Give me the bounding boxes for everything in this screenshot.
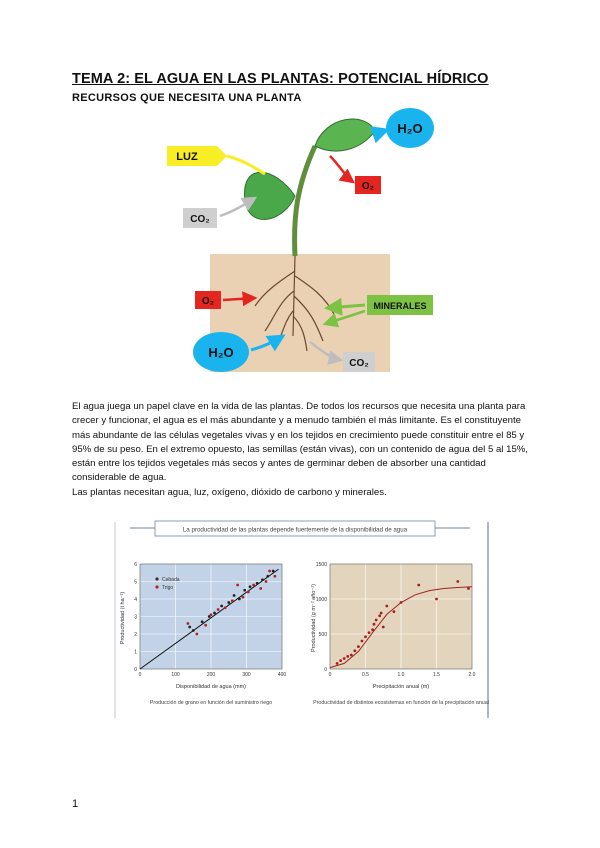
y-tick-label: 3 [134, 614, 137, 621]
data-point [224, 606, 227, 609]
o2-top-arrow [330, 156, 353, 182]
y-tick-label: 1500 [315, 561, 327, 568]
minerales-label: MINERALES [373, 301, 427, 311]
data-point [361, 640, 364, 643]
left-ylabel: Productividad (t ha⁻¹) [120, 591, 126, 645]
x-tick-label: 1.0 [397, 672, 405, 678]
data-point [350, 654, 353, 657]
data-point [247, 591, 250, 594]
paragraph-plant-needs: Las plantas necesitan agua, luz, oxígeno, dióxido de carbono y minerales. [72, 486, 387, 498]
data-point [375, 619, 378, 622]
data-point [220, 605, 223, 608]
data-point [393, 610, 396, 613]
data-point [378, 614, 381, 617]
data-point [382, 626, 385, 629]
data-point [265, 580, 268, 583]
h2o-bottom-label: H₂O [208, 345, 234, 360]
right-caption: Productividad de distintos ecosistemas en función de la precipitación anual [313, 700, 489, 706]
x-tick-label: 2.0 [468, 672, 476, 678]
data-point [357, 645, 360, 648]
y-tick-label: 1000 [315, 596, 327, 603]
x-tick-label: 200 [206, 672, 216, 678]
body-text [72, 400, 534, 500]
data-point [259, 587, 262, 590]
data-point [353, 649, 356, 652]
data-point [456, 580, 459, 583]
data-point [233, 594, 236, 597]
plant-resources-diagram [165, 106, 435, 376]
y-tick-label: 0 [134, 666, 137, 673]
data-point [252, 584, 255, 587]
y-tick-label: 5 [134, 579, 137, 586]
x-tick-label: 0 [328, 672, 332, 678]
data-point [266, 575, 269, 578]
data-point [195, 633, 198, 636]
h2o-top-label: H₂O [397, 121, 423, 136]
data-point [371, 628, 374, 631]
right-xlabel: Precipitación anual (m) [372, 684, 430, 690]
data-point [435, 598, 438, 601]
co2-left-label: CO₂ [190, 214, 210, 225]
data-point [204, 624, 207, 627]
x-tick-label: 400 [277, 672, 287, 678]
document-title: TEMA 2: EL AGUA EN LAS PLANTAS: POTENCIAL HÍDRICO [72, 71, 489, 87]
data-point [373, 623, 376, 626]
data-point [346, 655, 349, 658]
data-point [343, 657, 346, 660]
y-tick-label: 1 [134, 649, 137, 656]
data-point [201, 620, 204, 623]
section-subtitle: RECURSOS QUE NECESITA UNA PLANTA [72, 92, 302, 104]
y-tick-label: 2 [134, 631, 137, 638]
data-point [261, 578, 264, 581]
data-point [217, 608, 220, 611]
data-point [187, 622, 190, 625]
h2o-top-arrow [375, 130, 387, 134]
data-point [242, 596, 245, 599]
figure-header: La productividad de las plantas depende fuertemente de la disponibilidad de agua [182, 526, 408, 534]
y-tick-label: 500 [318, 631, 327, 638]
data-point [236, 584, 239, 587]
right-ylabel: Productividad (g m⁻² año⁻¹) [311, 584, 317, 652]
data-point [227, 601, 230, 604]
left-xlabel: Disponibilidad de agua (mm) [175, 684, 247, 690]
data-point [272, 570, 275, 573]
data-point [417, 584, 420, 587]
y-tick-label: 0 [324, 666, 327, 673]
data-point [274, 575, 277, 578]
upper-leaf [315, 119, 375, 151]
data-point [213, 612, 216, 615]
luz-arrow [227, 156, 265, 174]
o2-top-label: O₂ [361, 181, 375, 192]
x-tick-label: 300 [242, 672, 251, 678]
plant-stem [295, 146, 315, 256]
page-number: 1 [72, 798, 79, 810]
legend-cebada: Cebada [162, 577, 180, 583]
data-point [336, 662, 339, 665]
o2-bottom-label: O₂ [201, 296, 215, 307]
data-point [256, 582, 259, 585]
left-caption: Producción de grano en función del suministro riego [149, 700, 273, 706]
x-tick-label: 0 [138, 672, 142, 678]
legend-trigo: Trigo [162, 585, 174, 591]
data-point [243, 589, 246, 592]
data-point [249, 585, 252, 588]
data-point [380, 612, 383, 615]
data-point [210, 613, 213, 616]
data-point [368, 631, 371, 634]
data-point [400, 601, 403, 604]
co2-bottom-label: CO₂ [349, 358, 369, 369]
data-point [385, 605, 388, 608]
x-tick-label: 100 [171, 672, 180, 678]
data-point [467, 587, 470, 590]
productivity-figure [110, 518, 490, 718]
data-point [268, 570, 271, 573]
y-tick-label: 4 [134, 596, 137, 603]
data-point [364, 635, 367, 638]
luz-label: LUZ [176, 151, 198, 163]
data-point [188, 626, 191, 629]
data-point [231, 599, 234, 602]
y-tick-label: 6 [134, 561, 137, 568]
x-tick-label: 0.5 [362, 672, 369, 678]
paragraph-water-role: El agua juega un papel clave en la vida de las plantas. De todos los recursos que necesita una planta para crecer y funcionar, el agua es el más abundante y a menudo también el más limitante. Es el constituyente más abundante de las células vegetales vivas y en los tejidos en crecimiento puede constituir entre el 85 y 95% de su peso. En el extremo opuesto, las semillas (están vivas), con un contenido de agua del 5 al 15%, están entre los tejidos vegetales más secos y antes de germinar deben de absorber una cantidad considerable de agua. [72, 401, 528, 484]
lower-leaf [245, 172, 295, 219]
data-point [192, 629, 195, 632]
data-point [238, 598, 241, 601]
x-tick-label: 1.5 [433, 672, 440, 678]
data-point [339, 659, 342, 662]
